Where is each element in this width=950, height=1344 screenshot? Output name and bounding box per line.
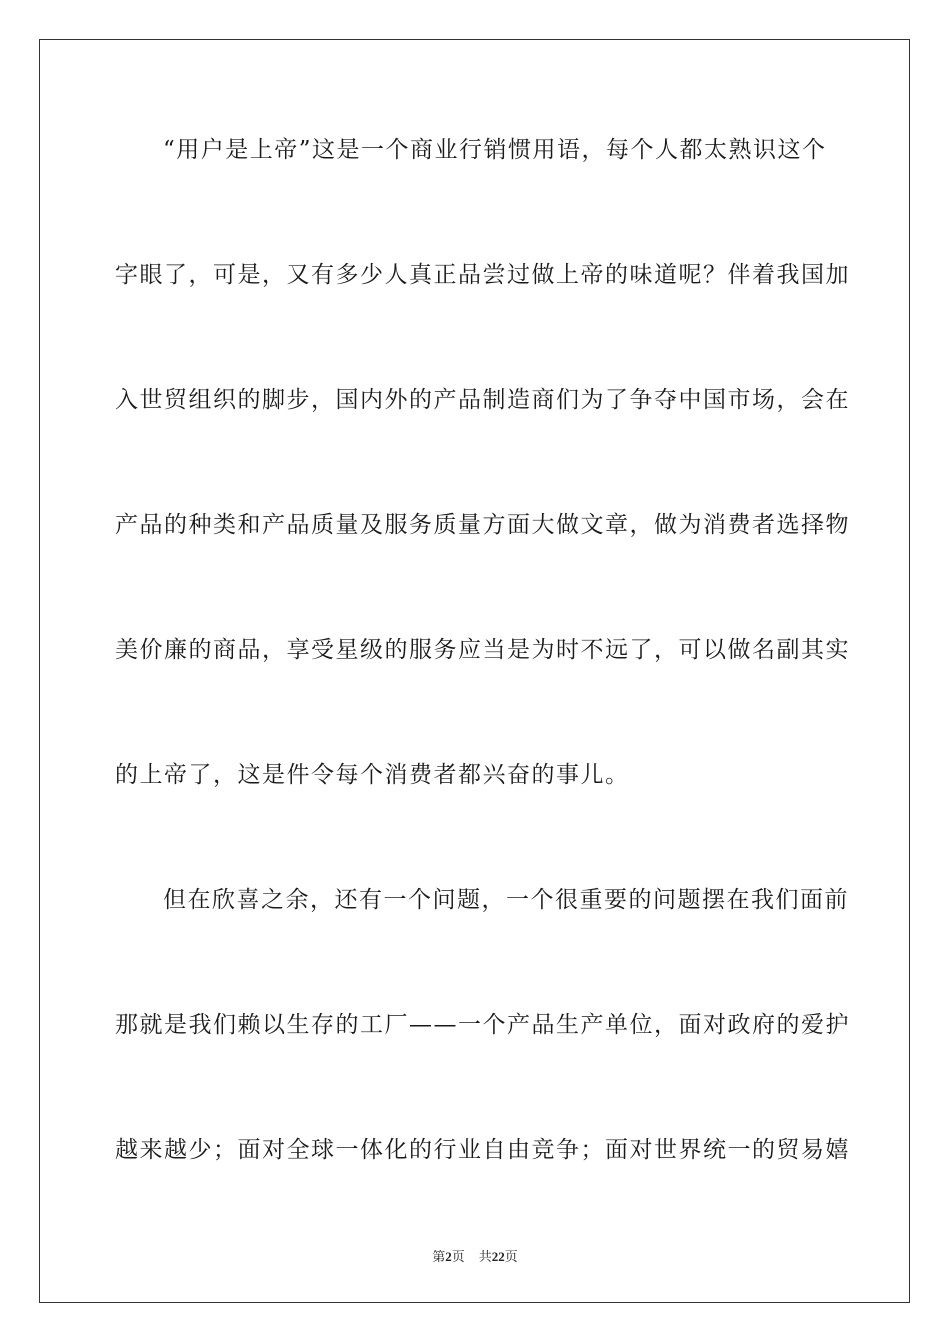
page-footer (0, 1246, 950, 1265)
paragraph-1-line-4: 产品的种类和产品质量及服务质量方面大做文章，做为消费者选择物 (115, 512, 850, 538)
paragraph-1-line-3: 入世贸组织的脚步，国内外的产品制造商们为了争夺中国市场，会在 (115, 387, 850, 413)
page-suffix: 页 (451, 1249, 465, 1264)
paragraph-2-line-2: 那就是我们赖以生存的工厂——一个产品生产单位，面对政府的爱护 (115, 1012, 850, 1038)
paragraph-1-line-1: “用户是上帝”这是一个商业行销惯用语，每个人都太熟识这个 (163, 137, 827, 163)
paragraph-2-line-3: 越来越少；面对全球一体化的行业自由竞争；面对世界统一的贸易嬉 (115, 1137, 850, 1163)
page-number: 2 (445, 1249, 452, 1264)
total-prefix: 共 (478, 1249, 492, 1264)
paragraph-1-line-5: 美价廉的商品，享受星级的服务应当是为时不远了，可以做名副其实 (115, 637, 850, 663)
page-border (39, 39, 910, 1303)
page-prefix: 第 (432, 1249, 446, 1264)
paragraph-1-line-6: 的上帝了，这是件令每个消费者都兴奋的事儿。 (115, 762, 630, 788)
paragraph-2-line-1: 但在欣喜之余，还有一个问题，一个很重要的问题摆在我们面前 (163, 887, 849, 913)
total-suffix: 页 (504, 1249, 518, 1264)
paragraph-1-line-2: 字眼了，可是，又有多少人真正品尝过做上帝的味道呢？伴着我国加 (115, 262, 850, 288)
total-pages: 22 (491, 1249, 505, 1264)
